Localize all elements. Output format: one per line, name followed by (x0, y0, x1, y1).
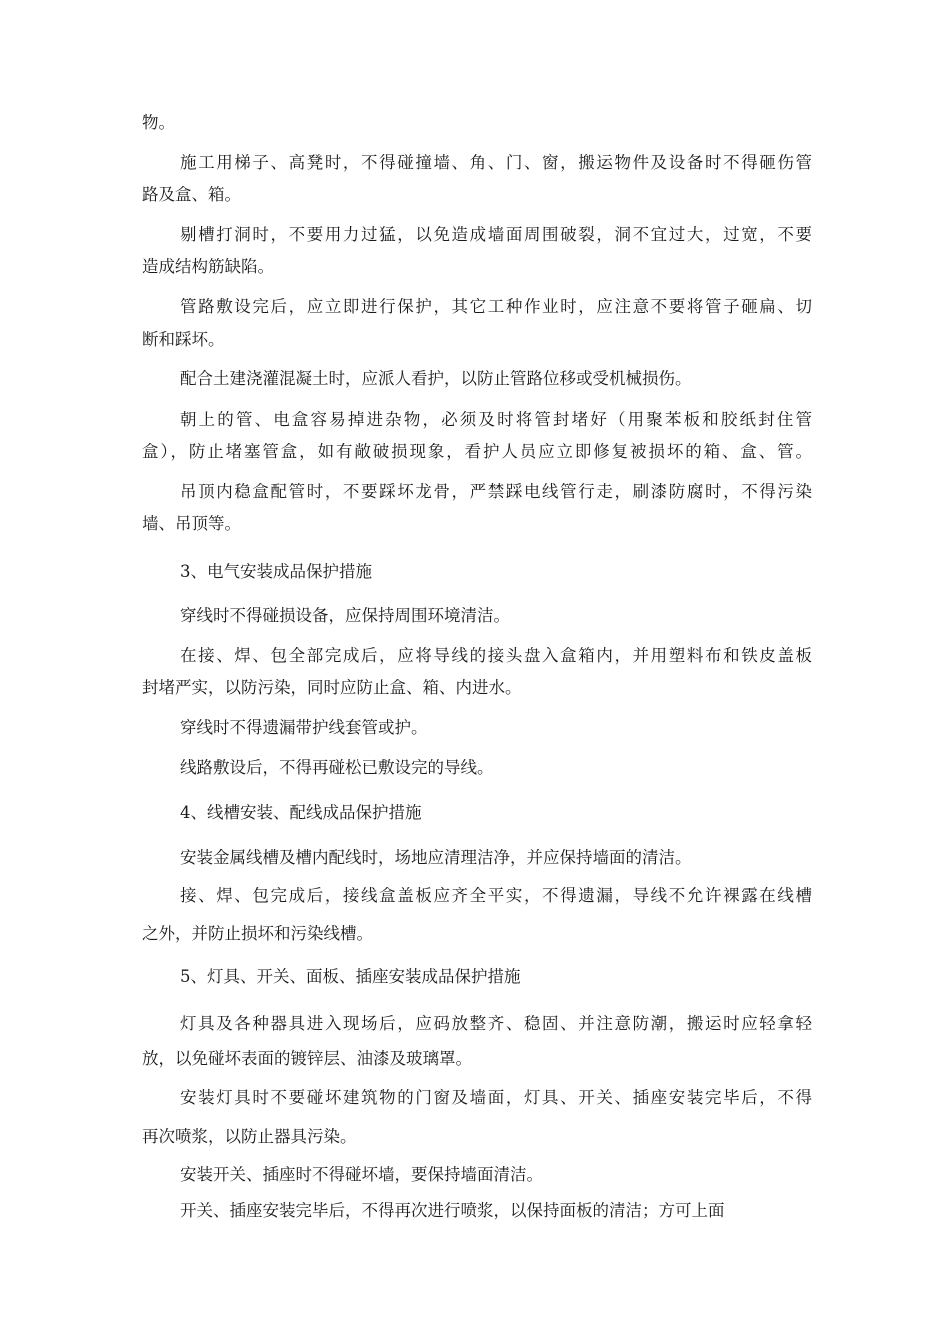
paragraph-line: 穿线时不得遗漏带护线套管或护。 (180, 718, 428, 737)
paragraph-line: 安装开关、插座时不得碰坏墙，要保持墙面清洁。 (180, 1165, 543, 1184)
paragraph-line: 施工用梯子、高凳时，不得碰撞墙、角、门、窗，搬运物件及设备时不得砸伤管 (180, 153, 812, 172)
paragraph-line: 再次喷浆，以防止器具污染。 (142, 1127, 357, 1146)
paragraph-line: 开关、插座安装完毕后，不得再次进行喷浆，以保持面板的清洁；方可上面 (180, 1201, 725, 1220)
paragraph-line: 路及盒、箱。 (142, 185, 241, 204)
paragraph-line: 盒），防止堵塞管盒，如有敞破损现象，看护人员应立即修复被损坏的箱、盒、管。 (142, 442, 812, 461)
paragraph-line: 穿线时不得碰损设备，应保持周围环境清洁。 (180, 606, 510, 625)
paragraph-line: 灯具及各种器具进入现场后，应码放整齐、稳固、并注意防潮，搬运时应轻拿轻 (180, 1014, 812, 1033)
paragraph-line: 线路敷设后，不得再碰松已敷设完的导线。 (180, 758, 494, 777)
paragraph-line: 吊顶内稳盒配管时，不要踩坏龙骨，严禁踩电线管行走，刷漆防腐时，不得污染 (180, 482, 812, 501)
paragraph-line: 剔槽打洞时，不要用力过猛，以免造成墙面周围破裂，洞不宜过大，过宽，不要 (180, 225, 812, 244)
paragraph-line: 放，以免碰坏表面的镀锌层、油漆及玻璃罩。 (142, 1049, 472, 1068)
paragraph-line: 物。 (142, 113, 175, 132)
section-heading: 5、灯具、开关、面板、插座安装成品保护措施 (180, 967, 521, 986)
section-heading: 4、线槽安装、配线成品保护措施 (180, 803, 422, 822)
paragraph-line: 朝上的管、电盒容易掉进杂物，必须及时将管封堵好（用聚苯板和胶纸封住管 (180, 410, 812, 429)
paragraph-line: 墙、吊顶等。 (142, 514, 241, 533)
paragraph-line: 安装灯具时不要碰坏建筑物的门窗及墙面，灯具、开关、插座安装完毕后，不得 (180, 1088, 812, 1107)
paragraph-line: 封堵严实，以防污染，同时应防止盒、箱、内进水。 (142, 678, 522, 697)
paragraph-line: 管路敷设完后，应立即进行保护，其它工种作业时，应注意不要将管子砸扁、切 (180, 297, 812, 316)
paragraph-line: 断和踩坏。 (142, 330, 225, 349)
paragraph-line: 造成结构筋缺陷。 (142, 257, 274, 276)
paragraph-line: 接、焊、包完成后，接线盒盖板应齐全平实，不得遗漏，导线不允许裸露在线槽 (180, 886, 812, 905)
paragraph-line: 安装金属线槽及槽内配线时，场地应清理洁净，并应保持墙面的清洁。 (180, 848, 692, 867)
section-heading: 3、电气安装成品保护措施 (180, 562, 372, 581)
paragraph-line: 之外，并防止损坏和污染线槽。 (142, 924, 373, 943)
paragraph-line: 在接、焊、包全部完成后，应将导线的接头盘入盒箱内，并用塑料布和铁皮盖板 (180, 646, 812, 665)
paragraph-line: 配合土建浇灌混凝土时，应派人看护，以防止管路位移或受机械损伤。 (180, 369, 692, 388)
